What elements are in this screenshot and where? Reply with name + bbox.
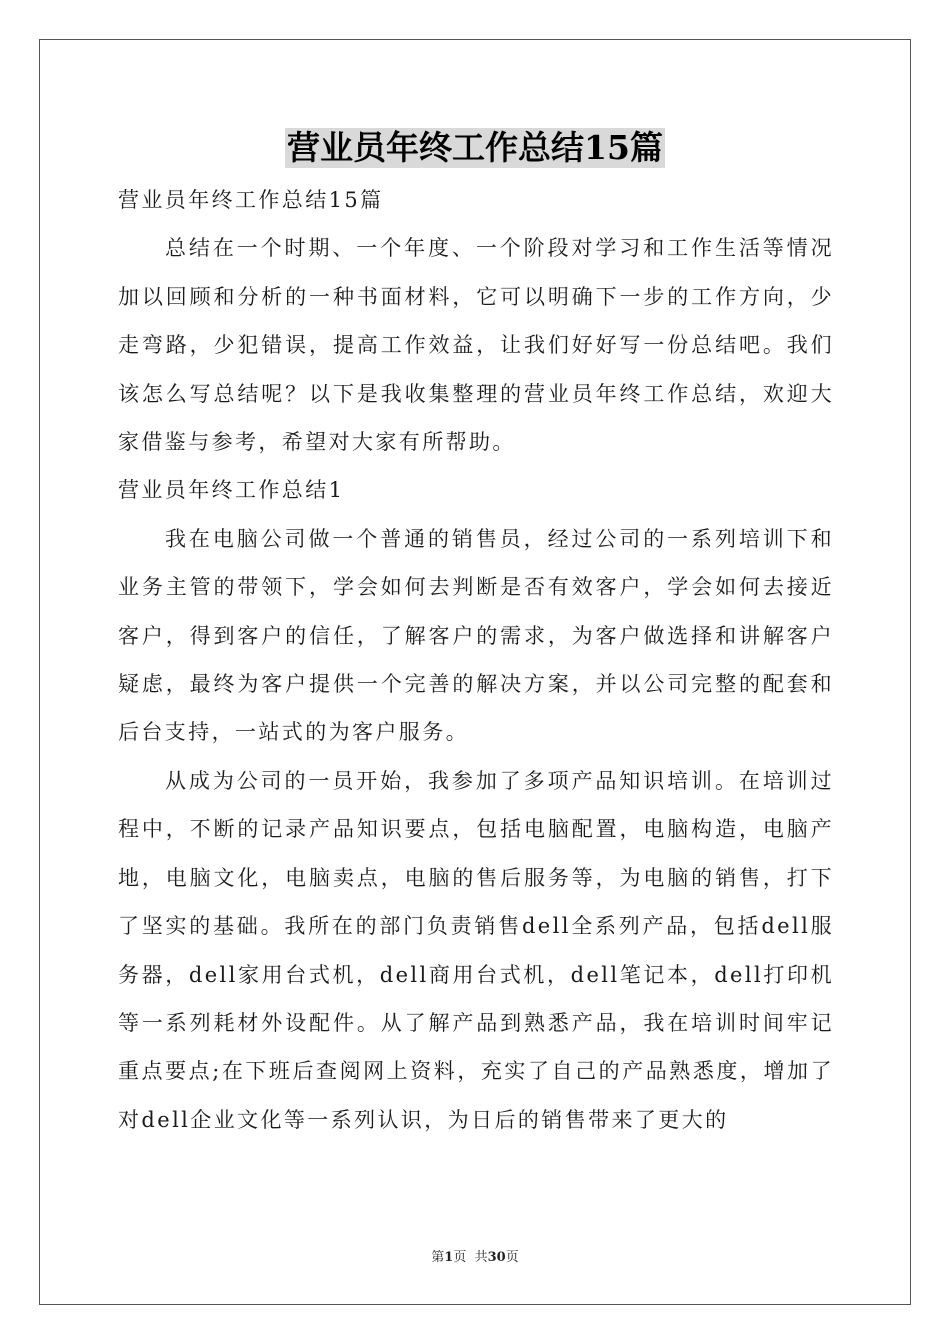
- document-subtitle: 营业员年终工作总结15篇: [118, 188, 384, 212]
- intro-paragraph: 总结在一个时期、一个年度、一个阶段对学习和工作生活等情况加以回顾和分析的一种书面材料，它可以明确下一步的工作方向，少走弯路，少犯错误，提高工作效益，让我们好好写一份总结吧。我们该怎么写总结呢？以下是我收集整理的营业员年终工作总结，欢迎大家借鉴与参考，希望对大家有所帮助。: [118, 236, 834, 455]
- footer-page-suffix: 页: [505, 1250, 519, 1265]
- section-heading: 营业员年终工作总结1: [118, 478, 345, 503]
- body-paragraph-2: 从成为公司的一员开始，我参加了多项产品知识培训。在培训过程中，不断的记录产品知识要点，包括电脑配置，电脑构造，电脑产地，电脑文化，电脑卖点，电脑的售后服务等，为电脑的销售，打下了坚实的基础。我所在的部门负责销售dell全系列产品，包括dell服务器，dell家用台式机，dell商用台式机，dell笔记本，dell打印机等一系列耗材外设配件。从了解产品到熟悉产品，我在培训时间牢记重点要点;在下班后查阅网上资料，充实了自己的产品熟悉度，增加了对dell企业文化等一系列认识，为日后的销售带来了更大的: [118, 768, 834, 1132]
- body-paragraph-1: 我在电脑公司做一个普通的销售员，经过公司的一系列培训下和业务主管的带领下，学会如何去判断是否有效客户，学会如何去接近客户，得到客户的信任，了解客户的需求，为客户做选择和讲解客户疑虑，最终为客户提供一个完善的解决方案，并以公司完整的配套和后台支持，一站式的为客户服务。: [118, 526, 834, 745]
- footer-page-total: 30: [487, 1250, 506, 1265]
- document-title: 营业员年终工作总结15篇: [287, 128, 663, 167]
- footer-page-mid: 页 共: [453, 1250, 488, 1265]
- footer-page-current: 1: [444, 1250, 454, 1265]
- footer-page-prefix: 第: [431, 1250, 445, 1265]
- title-container: [0, 128, 950, 168]
- page-footer: [0, 1246, 950, 1265]
- document-body: [118, 176, 834, 1144]
